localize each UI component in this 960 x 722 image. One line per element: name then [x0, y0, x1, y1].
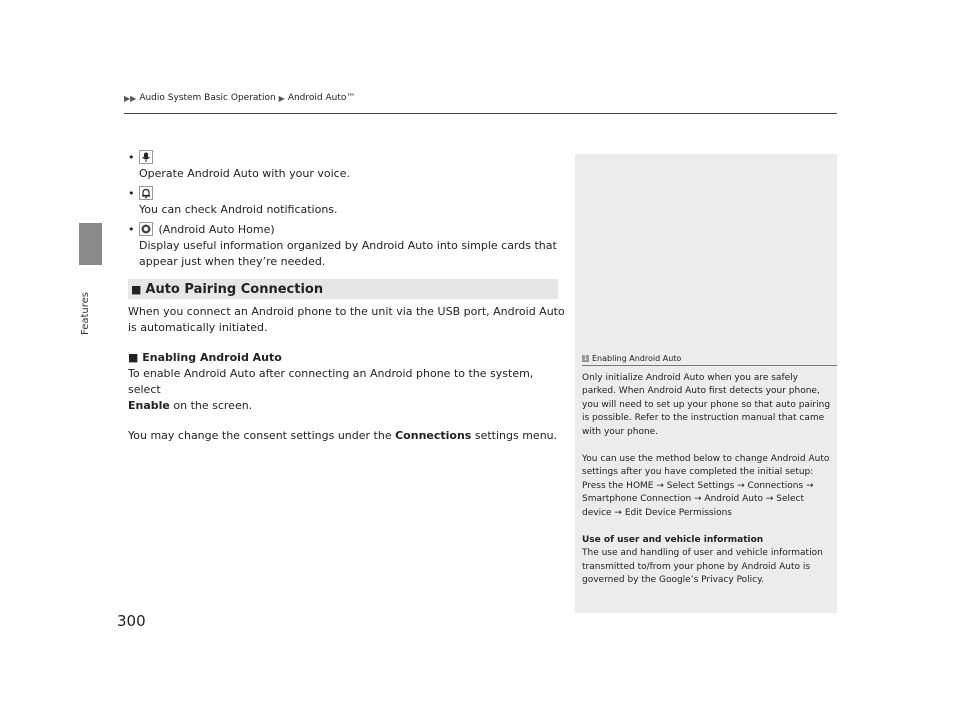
chapter-label: Features [80, 292, 91, 335]
section-intro: When you connect an Android phone to the unit via the USB port, Android Auto is automatically initiated. [128, 305, 565, 334]
header-divider [124, 113, 837, 114]
breadcrumb-arrow-icon: ▶ [278, 93, 285, 103]
chapter-tab [79, 223, 102, 265]
note-paragraph: You can use the method below to change Android Auto settings after you have completed the initial setup: [582, 454, 830, 478]
note-settings-path: Press the HOME → Select Settings → Connections → Smartphone Connection → Android Auto → Select device → Edit Device Permissions [582, 480, 814, 518]
bullet-item: • Operate Android Auto with your voice. [128, 151, 350, 180]
bullet-list [128, 150, 560, 274]
breadcrumb [124, 93, 355, 103]
page-number: 300 [117, 612, 146, 630]
bullet-text: Operate Android Auto with your voice. [139, 167, 350, 180]
bullet-item: • (Android Auto Home) Display useful information organized by Android Auto into simple cards that appear just when they’re needed. [128, 223, 557, 268]
breadcrumb-arrow-icon: ▶▶ [124, 93, 137, 103]
section-title: Auto Pairing Connection [145, 281, 324, 297]
note-paragraph: Only initialize Android Auto when you are safely parked. When Android Auto first detects your phone, you will need to set up your phone so that auto pairing is possible. Refer to the instruction manual that came with your phone. [582, 373, 831, 437]
subsection-heading [128, 350, 568, 366]
android-auto-home-icon [139, 222, 153, 236]
connections-label: Connections [395, 429, 472, 442]
section-header [128, 279, 558, 299]
enable-instructions: To enable Android Auto after connecting an Android phone to the system, select Enable on the screen. [128, 367, 534, 412]
bullet-item: • You can check Android notifications. [128, 187, 338, 216]
microphone-icon [139, 150, 153, 164]
note-body [582, 372, 832, 602]
section-marker: ■ [131, 282, 142, 296]
breadcrumb-item[interactable]: Android Auto™ [287, 93, 356, 103]
note-paragraph: The use and handling of user and vehicle information transmitted to/from your phone by Android Auto is governed by the Google’s Privacy Policy. [582, 548, 823, 586]
subsection [128, 350, 568, 444]
note-marker: 1 [583, 355, 588, 362]
bullet-text: You can check Android notifications. [139, 203, 338, 216]
subsection-title: Enabling Android Auto [142, 351, 282, 364]
consent-instructions: You may change the consent settings under the Connections settings menu. [128, 429, 558, 442]
note-title: 1 Enabling Android Auto [582, 354, 837, 366]
bullet-inline-label: (Android Auto Home) [158, 223, 275, 236]
breadcrumb-item[interactable]: Audio System Basic Operation [139, 93, 276, 103]
bell-icon [139, 186, 153, 200]
note-subheading: Use of user and vehicle information [582, 535, 764, 546]
subsection-marker: ■ [128, 351, 139, 364]
bullet-text: Display useful information organized by Android Auto into simple cards that appear just when they’re needed. [139, 239, 557, 268]
enable-label: Enable [128, 399, 170, 412]
